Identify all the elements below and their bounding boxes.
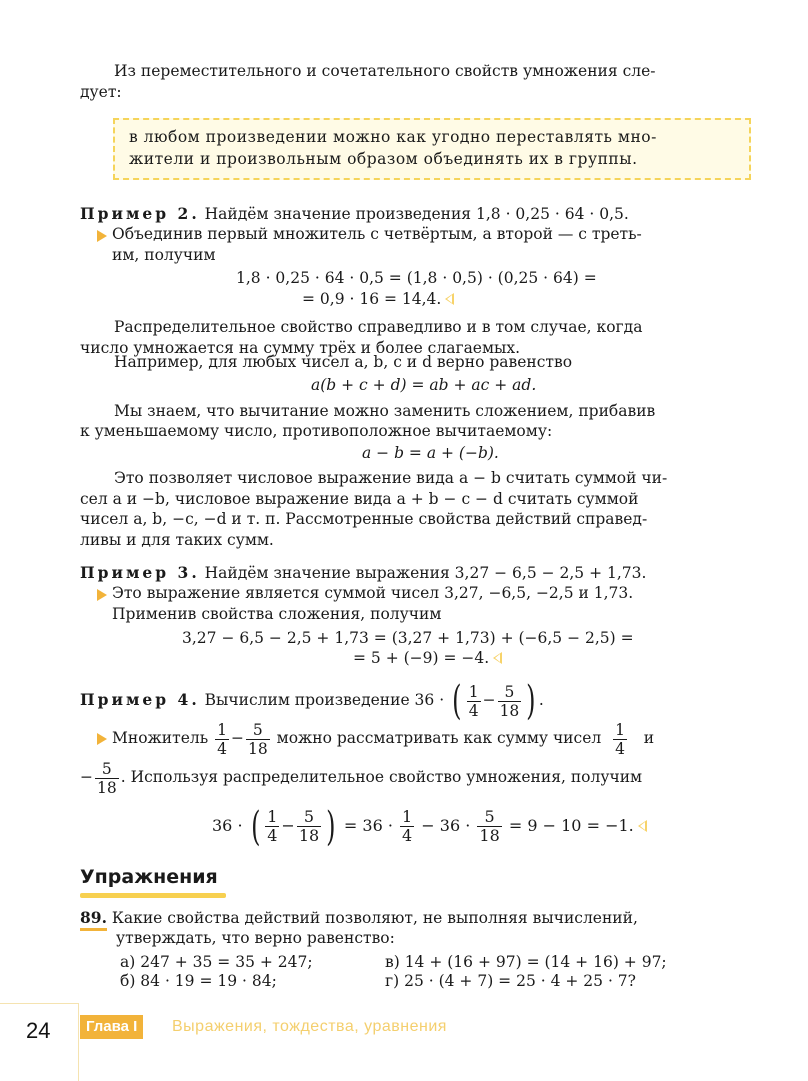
example-4-solution-line-2: − $\frac{5}{18}$ . Используя распределительное свойство умножения, получим: [80, 759, 643, 797]
fraction-1-4: $\frac{1}{4}$: [615, 720, 625, 758]
subtraction-para-line-1: Это позволяет числовое выражение вида a − b считать суммой чи-: [114, 469, 668, 487]
page-number: 24: [26, 1018, 51, 1043]
example-3-result: = 5 + (−9) = −4.: [353, 649, 490, 667]
chapter-title: Выражения, тождества, уравнения: [172, 1018, 447, 1035]
distributive-formula: a(b + c + d) = ab + ac + ad.: [311, 376, 537, 394]
exercise-89-item-a: а) 247 + 35 = 35 + 247;: [120, 953, 313, 971]
example-2-heading: [80, 203, 629, 225]
heading-underline: [80, 893, 226, 898]
solution-end-icon: [493, 652, 502, 664]
right-paren: ): [326, 803, 336, 850]
exercise-89-line-2: утверждать, что верно равенство:: [116, 929, 395, 947]
example-3-equation-line-2: [353, 648, 502, 669]
fraction-5-18: $\frac{5}{18}$: [479, 807, 500, 845]
solution-start-icon: [97, 230, 107, 242]
example-4-solution-line-1: Множитель $\frac{1}{4}$ − $\frac{5}{18}$ можно рассматривать как сумму чисел $\frac{1}{4}$ и: [112, 720, 655, 758]
subtraction-line-1: Мы знаем, что вычитание можно заменить сложением, прибавив: [114, 402, 656, 420]
chapter-badge: Глава I: [80, 1015, 143, 1039]
example-3-label: Пример 3.: [80, 563, 200, 582]
right-paren: ): [526, 678, 536, 724]
fraction-5-18: $\frac{5}{18}$: [247, 720, 268, 758]
distributive-line-2: число умножается на сумму трёх и более слагаемых.: [80, 339, 521, 357]
exercise-89-item-v: в) 14 + (16 + 97) = (14 + 16) + 97;: [385, 953, 667, 971]
example-3-solution-line-1: Это выражение является суммой чисел 3,27, −6,5, −2,5 и 1,73.: [112, 584, 634, 602]
example-2-result: = 0,9 · 16 = 14,4.: [302, 290, 442, 308]
subtraction-para-line-3: чисел a, b, −c, −d и т. п. Рассмотренные свойства действий справед-: [80, 510, 648, 528]
solution-end-icon: [638, 820, 647, 832]
intro-line-1: Из переместительного и сочетательного свойств умножения сле-: [114, 62, 656, 80]
example-4-statement: Вычислим произведение 36 ·: [204, 691, 445, 709]
exercises-heading: Упражнения: [80, 866, 218, 888]
subtraction-line-2: к уменьшаемому число, противоположное вычитаемому:: [80, 422, 553, 440]
fraction-1-4: $\frac{1}{4}$: [217, 720, 227, 758]
subtraction-formula: a − b = a + (−b).: [362, 444, 499, 462]
fraction-5-18: $\frac{5}{18}$: [298, 807, 320, 845]
example-2-statement: Найдём значение произведения 1,8 · 0,25 · 64 · 0,5.: [204, 205, 629, 223]
example-4-label: Пример 4.: [80, 690, 200, 709]
fraction-1-4: $\frac{1}{4}$: [267, 807, 278, 845]
example-4-heading: Пример 4. Вычислим произведение 36 · ( $\frac{1}{4}$ − $\frac{5}{18}$ ) .: [80, 678, 544, 724]
fraction-1-4: $\frac{1}{4}$: [468, 682, 479, 720]
example-2-label: Пример 2.: [80, 204, 200, 223]
example-4-equation: 36 · ( $\frac{1}{4}$ − $\frac{5}{18}$ ) = 36 · $\frac{1}{4}$ − 36 · $\frac{5}{18}$ = 9 − 10 = −1.: [212, 806, 647, 847]
fraction-5-18: $\frac{5}{18}$: [97, 759, 117, 797]
subtraction-para-line-4: ливы и для таких сумм.: [80, 531, 274, 549]
fraction-5-18: $\frac{5}{18}$: [499, 682, 520, 720]
example-3-statement: Найдём значение выражения 3,27 − 6,5 − 2,5 + 1,73.: [204, 564, 647, 582]
exercise-number-underline: [80, 928, 107, 931]
solution-end-icon: [445, 293, 454, 305]
left-paren: (: [250, 803, 261, 850]
solution-start-icon: [97, 589, 107, 601]
example-3-solution-line-2: Применив свойства сложения, получим: [112, 605, 442, 623]
rule-line-1: в любом произведении можно как угодно переставлять мно-: [129, 128, 657, 146]
subtraction-para-line-2: сел a и −b, числовое выражение вида a + b − c − d считать суммой: [80, 490, 639, 508]
intro-line-2: дует:: [80, 83, 122, 101]
left-paren: (: [452, 678, 462, 724]
example-2-solution-line-2: им, получим: [112, 246, 216, 264]
example-2-solution-line-1: Объединив первый множитель с четвёртым, а второй — с треть-: [112, 225, 642, 243]
example-2-equation-line-1: 1,8 · 0,25 · 64 · 0,5 = (1,8 · 0,5) · (0,25 · 64) =: [236, 269, 597, 287]
distributive-line-1: Распределительное свойство справедливо и в том случае, когда: [114, 318, 643, 336]
example-3-heading: [80, 562, 646, 584]
rule-line-2: жители и произвольным образом объединять их в группы.: [129, 150, 638, 168]
exercise-number: 89.: [80, 908, 107, 927]
rule-box: [113, 118, 751, 180]
fraction-1-4: $\frac{1}{4}$: [402, 807, 413, 845]
example-3-equation-line-1: 3,27 − 6,5 − 2,5 + 1,73 = (3,27 + 1,73) + (−6,5 − 2,5) =: [182, 629, 634, 647]
distributive-example-line: Например, для любых чисел a, b, c и d верно равенство: [114, 353, 573, 371]
exercise-89-item-b: б) 84 · 19 = 19 · 84;: [120, 972, 277, 990]
solution-start-icon: [97, 733, 107, 745]
example-2-equation-line-2: [302, 289, 454, 310]
exercise-89-item-g: г) 25 · (4 + 7) = 25 · 4 + 25 · 7?: [385, 972, 636, 990]
exercise-89-line-1: 89. Какие свойства действий позволяют, не выполняя вычислений,: [80, 908, 638, 927]
